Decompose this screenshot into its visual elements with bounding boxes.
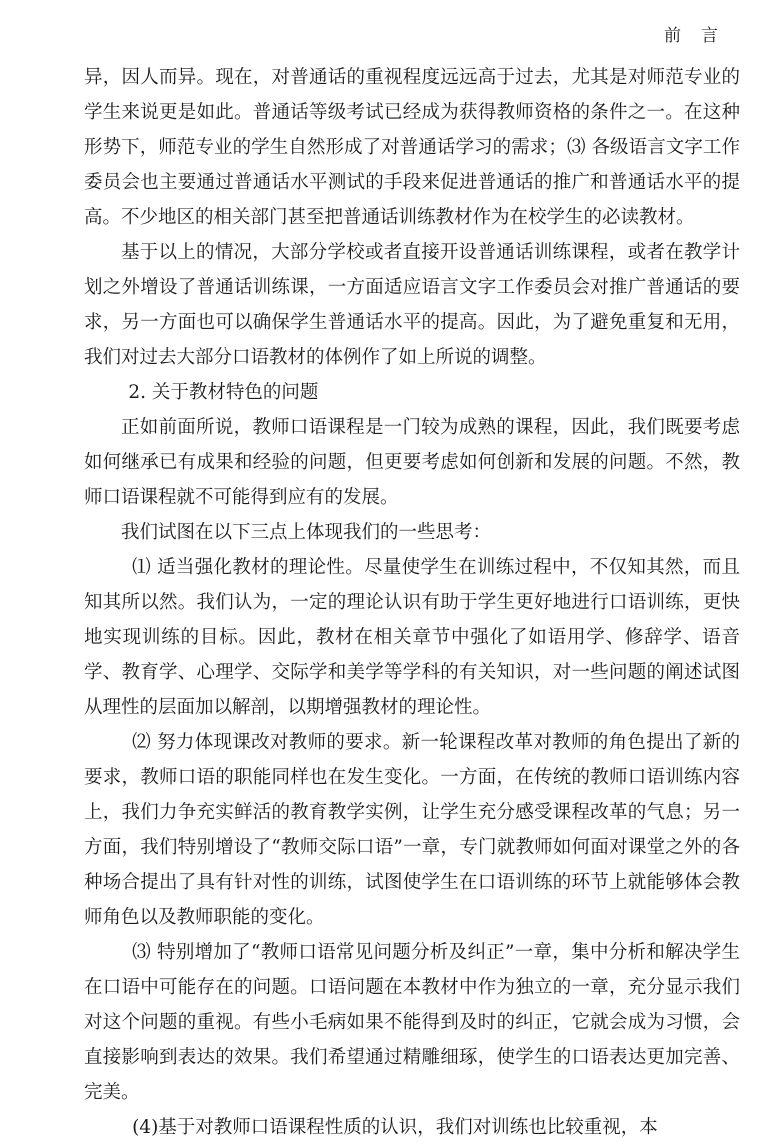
section-heading: 2. 关于教材特色的问题 <box>128 382 319 403</box>
list-item-paragraph: ⑵ 努力体现课改对教师的要求。新一轮课程改革对教师的角色提出了新的要求，教师口语的职能同样也在发生变化。一方面，在传统的教师口语训练内容上，我们力争充实鲜活的教育教学实例，让学生充分感受课程改革的气息；另一方面，我们特别增设了“教师交际口语”一章，专门就教师如何面对课堂之外的各种场合提出了具有针对性的训练，试图使学生在口语训练的环节上就能够体会教师角色以及教师职能的变化。 <box>84 732 740 928</box>
list-item-paragraph: ⑴ 适当强化教材的理论性。尽量使学生在训练过程中，不仅知其然，而且知其所以然。我们认为，一定的理论认识有助于学生更好地进行口语训练，更快地实现训练的目标。因此，教材在相关章节中强化了如语用学、修辞学、语音学、教育学、心理学、交际学和美学等学科的有关知识，对一些问题的阐述试图从理性的层面加以解剖，以期增强教材的理论性。 <box>84 557 740 718</box>
list-item-paragraph: ⑶ 特别增加了“教师口语常见问题分析及纠正”一章，集中分析和解决学生在口语中可能存在的问题。口语问题在本教材中作为独立的一章，充分显示我们对这个问题的重视。有些小毛病如果不能得到及时的纠正，它就会成为习惯，会直接影响到表达的效果。我们希望通过精雕细琢，使学生的口语表达更加完善、完美。 <box>84 942 740 1103</box>
paragraph: 我们试图在以下三点上体现我们的一些思考： <box>121 522 492 543</box>
paragraph: 正如前面所说，教师口语课程是一门较为成熟的课程，因此，我们既要考虑如何继承已有成果和经验的问题，但更要考虑如何创新和发展的问题。不然，教师口语课程就不可能得到应有的发展。 <box>84 417 740 508</box>
body-text <box>84 60 740 1145</box>
paragraph-continued: 异，因人而异。现在，对普通话的重视程度远远高于过去，尤其是对师范专业的学生来说更是如此。普通话等级考试已经成为获得教师资格的条件之一。在这种形势下，师范专业的学生自然形成了对普通话学习的需求；⑶ 各级语言文字工作委员会也主要通过普通话水平测试的手段来促进普通话的推广和普通话水平的提高。不少地区的相关部门甚至把普通话训练教材作为在校学生的必读教材。 <box>84 67 740 228</box>
paragraph: 基于以上的情况，大部分学校或者直接开设普通话训练课程，或者在教学计划之外增设了普通话训练课，一方面适应语言文字工作委员会对推广普通话的要求，另一方面也可以确保学生普通话水平的提高。因此，为了避免重复和无用，我们对过去大部分口语教材的体例作了如上所说的调整。 <box>84 242 740 368</box>
running-head: 前言 <box>664 26 738 46</box>
list-item-paragraph: (4)基于对教师口语课程性质的认识，我们对训练也比较重视，本 <box>132 1117 658 1138</box>
